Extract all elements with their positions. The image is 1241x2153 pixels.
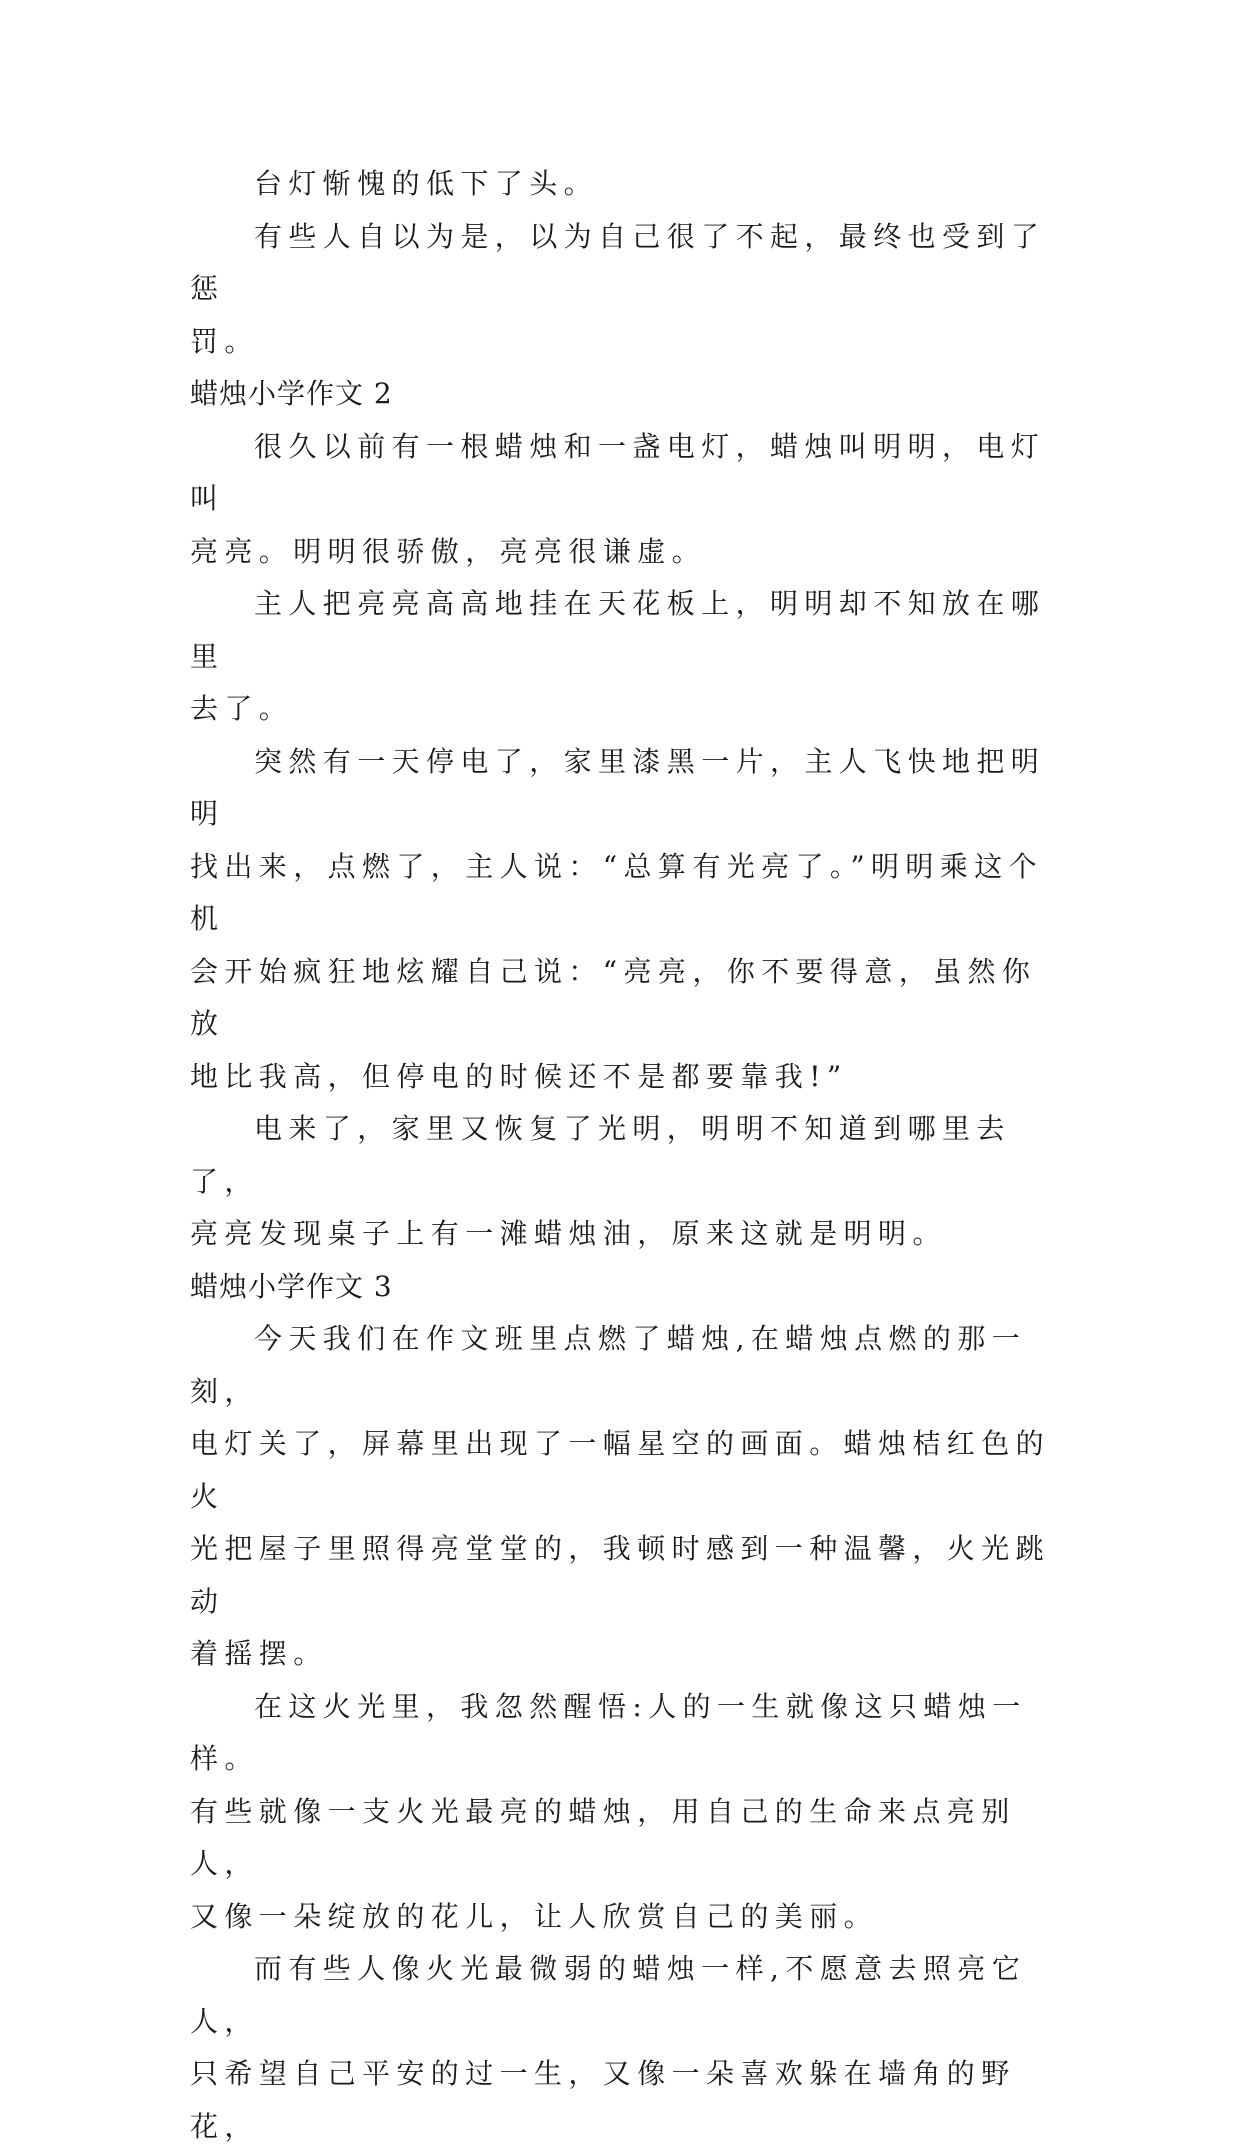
section-heading: 蜡烛小学作文 3	[190, 1269, 393, 1303]
paragraph: 突然有一天停电了，家里漆黑一片，主人飞快地把明明 找出来，点燃了，主人说：“总算有光亮了。”明明乘这个机 会开始疯狂地炫耀自己说：“亮亮，你不要得意，虽然你放 地比我高，但停电的时候还不是都要靠我!”	[190, 744, 1046, 1093]
paragraph: 很久以前有一根蜡烛和一盏电灯，蜡烛叫明明，电灯叫 亮亮。明明很骄傲，亮亮很谦虚。	[190, 429, 1046, 568]
paragraph: 而有些人像火光最微弱的蜡烛一样,不愿意去照亮它人， 只希望自己平安的过一生，又像一朵喜欢躲在墙角的野花，	[190, 1952, 1027, 2143]
document-page	[190, 158, 1055, 2153]
paragraph: 电来了，家里又恢复了光明，明明不知道到哪里去了， 亮亮发现桌子上有一滩蜡烛油，原来这就是明明。	[190, 1112, 1011, 1250]
paragraph: 主人把亮亮高高地挂在天花板上，明明却不知放在哪里 去了。	[190, 587, 1046, 725]
paragraph: 有些人自以为是，以为自己很了不起，最终也受到了惩 罚。	[190, 219, 1046, 358]
paragraph: 今天我们在作文班里点燃了蜡烛,在蜡烛点燃的那一刻， 电灯关了，屏幕里出现了一幅星空的画面。蜡烛桔红色的火 光把屋子里照得亮堂堂的，我顿时感到一种温馨，火光跳动 着摇摆。	[190, 1322, 1051, 1670]
section-heading: 蜡烛小学作文 2	[190, 377, 393, 410]
paragraph: 在这火光里，我忽然醒悟:人的一生就像这只蜡烛一样。 有些就像一支火光最亮的蜡烛，用自己的生命来点亮别人， 又像一朵绽放的花儿，让人欣赏自己的美丽。	[190, 1689, 1027, 1933]
paragraph: 台灯惭愧的低下了头。	[254, 167, 599, 200]
